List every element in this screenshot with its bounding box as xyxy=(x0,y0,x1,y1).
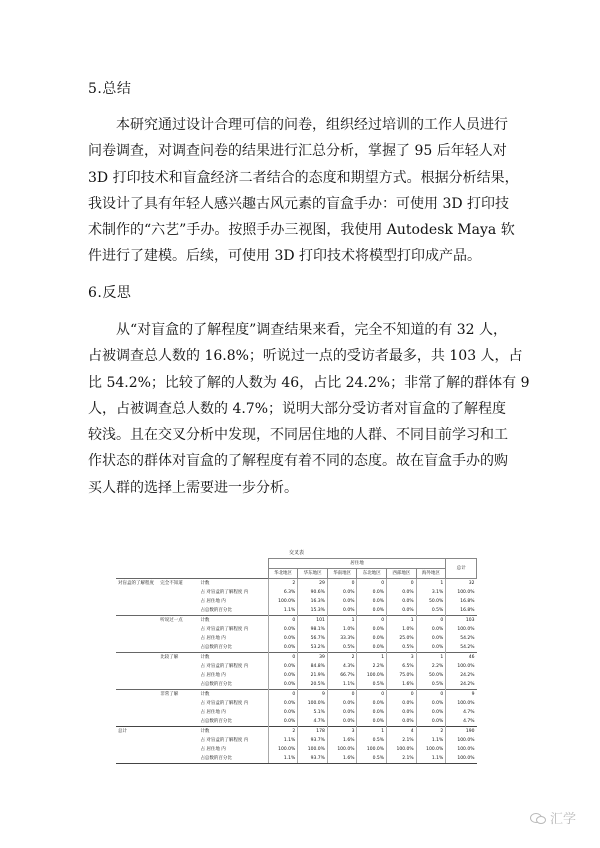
table-cell: 0.0% xyxy=(387,717,417,727)
row-variable-label xyxy=(116,616,158,626)
table-cell: 100.0% xyxy=(387,745,417,754)
table-cell: 53.2% xyxy=(298,643,328,653)
table-cell: 0 xyxy=(357,690,387,700)
table-cell: 0 xyxy=(268,690,298,700)
table-cell: 0.0% xyxy=(268,634,298,643)
table-cell: 4.7% xyxy=(446,717,477,727)
row-group-label xyxy=(158,680,198,690)
table-cell: 1 xyxy=(416,579,446,589)
group-header: 居住地 xyxy=(268,559,446,569)
table-cell: 100.0% xyxy=(446,662,477,671)
table-cell: 25.0% xyxy=(387,634,417,643)
table-cell: 2.2% xyxy=(357,662,387,671)
crosstab xyxy=(116,558,477,764)
row-group-label xyxy=(158,736,198,745)
table-cell: 100.0% xyxy=(446,754,477,764)
table-cell: 16.8% xyxy=(446,606,477,616)
section-5-heading: 5.总结 xyxy=(88,81,132,97)
table-cell: 0.5% xyxy=(357,736,387,745)
table-cell: 50.0% xyxy=(416,597,446,606)
table-cell: 0.0% xyxy=(357,643,387,653)
statistic-label: 占 对盲盒的了解程度 内 xyxy=(200,738,249,743)
table-cell: 100.0% xyxy=(416,745,446,754)
table-cell: 9 xyxy=(446,690,477,700)
table-cell: 0.0% xyxy=(416,708,446,717)
table-cell: 93.7% xyxy=(298,736,328,745)
statistic-label: 计数 xyxy=(198,616,268,626)
section-5-paragraph xyxy=(88,112,528,270)
table-cell: 2.1% xyxy=(387,736,417,745)
table-cell: 1.1% xyxy=(268,606,298,616)
row-variable-label xyxy=(116,708,158,717)
table-cell: 1.1% xyxy=(416,736,446,745)
row-variable-label: 总计 xyxy=(116,727,158,737)
paragraph-line: 人，占被调查总人数的 4.7%；说明大部分受访者对盲盒的了解程度 xyxy=(88,400,507,417)
table-row xyxy=(116,579,477,589)
statistic-label: 占总数的百分比 xyxy=(200,719,232,724)
table-cell: 0.0% xyxy=(327,588,357,597)
table-cell: 1.6% xyxy=(387,680,417,690)
table-cell: 100.0% xyxy=(357,745,387,754)
row-variable-label xyxy=(116,606,158,616)
table-cell: 1 xyxy=(357,727,387,737)
statistic-label: 占 居住地 内 xyxy=(200,636,226,641)
row-variable-label xyxy=(116,717,158,727)
statistic-label: 占 对盲盒的了解程度 内 xyxy=(200,627,249,632)
table-cell: 100.0% xyxy=(298,745,328,754)
table-cell: 21.9% xyxy=(298,671,328,680)
table-cell: 0.0% xyxy=(357,708,387,717)
table-cell: 39 xyxy=(298,653,328,663)
table-cell: 2 xyxy=(268,727,298,737)
table-cell: 4 xyxy=(387,727,417,737)
table-cell: 0 xyxy=(268,616,298,626)
statistic-label: 占 对盲盒的了解程度 内 xyxy=(200,701,249,706)
table-cell: 0.0% xyxy=(268,717,298,727)
row-group-label xyxy=(158,634,198,643)
table-cell: 0.0% xyxy=(387,699,417,708)
table-cell: 100.0% xyxy=(268,597,298,606)
table-cell: 0.0% xyxy=(357,634,387,643)
table-cell: 0.0% xyxy=(268,625,298,634)
row-group-label xyxy=(158,588,198,597)
table-cell: 66.7% xyxy=(327,671,357,680)
table-cell: 1.1% xyxy=(268,754,298,764)
paragraph-line: 3D 打印技术和盲盒经济二者结合的态度和期望方式。根据分析结果， xyxy=(88,169,519,186)
table-cell: 0.0% xyxy=(416,625,446,634)
table-cell: 0.0% xyxy=(327,717,357,727)
row-variable-label xyxy=(116,662,158,671)
row-variable-label xyxy=(116,680,158,690)
table-row xyxy=(116,662,477,671)
row-variable-label xyxy=(116,634,158,643)
row-group-label xyxy=(158,708,198,717)
table-row xyxy=(116,708,477,717)
table-row xyxy=(116,653,477,663)
statistic-label: 计数 xyxy=(198,727,268,737)
table-cell: 24.2% xyxy=(446,671,477,680)
table-cell: 50.0% xyxy=(416,671,446,680)
table-cell: 0.5% xyxy=(387,643,417,653)
row-variable-label xyxy=(116,699,158,708)
table-cell: 2 xyxy=(268,579,298,589)
table-row xyxy=(116,699,477,708)
column-header: 华南地区 xyxy=(327,569,357,579)
table-row xyxy=(116,754,477,764)
row-variable-label xyxy=(116,625,158,634)
row-group-label xyxy=(158,717,198,727)
table-cell: 16.3% xyxy=(298,597,328,606)
table-cell: 84.8% xyxy=(298,662,328,671)
row-group-label xyxy=(158,643,198,653)
table-cell: 6.3% xyxy=(268,588,298,597)
table-cell: 1.0% xyxy=(387,625,417,634)
table-cell: 1 xyxy=(416,653,446,663)
table-cell: 0.0% xyxy=(416,643,446,653)
watermark xyxy=(530,808,576,827)
table-cell: 0 xyxy=(357,616,387,626)
table-cell: 9 xyxy=(298,690,328,700)
statistic-label: 占总数的百分比 xyxy=(200,645,232,650)
row-group-label xyxy=(158,625,198,634)
column-header: 西部地区 xyxy=(387,569,417,579)
table-row xyxy=(116,588,477,597)
table-cell: 0.5% xyxy=(357,680,387,690)
row-variable-label xyxy=(116,653,158,663)
statistic-label: 占 对盲盒的了解程度 内 xyxy=(200,590,249,595)
table-cell: 32 xyxy=(446,579,477,589)
table-cell: 100.0% xyxy=(357,671,387,680)
table-cell: 4.7% xyxy=(446,708,477,717)
row-group-label: 听说过一点 xyxy=(158,616,198,626)
row-group-label xyxy=(158,727,198,737)
statistic-label: 占 居住地 内 xyxy=(200,673,226,678)
table-cell: 0.0% xyxy=(268,699,298,708)
table-cell: 100.0% xyxy=(446,699,477,708)
table-cell: 4.3% xyxy=(327,662,357,671)
table-cell: 0.0% xyxy=(357,606,387,616)
table-cell: 103 xyxy=(446,616,477,626)
table-cell: 20.5% xyxy=(298,680,328,690)
statistic-label: 占总数的百分比 xyxy=(200,682,232,687)
table-cell: 0.5% xyxy=(357,754,387,764)
column-header: 东北地区 xyxy=(357,569,387,579)
table-cell: 0.0% xyxy=(357,588,387,597)
table-cell: 100.0% xyxy=(298,699,328,708)
table-cell: 2.1% xyxy=(387,754,417,764)
table-row xyxy=(116,680,477,690)
statistic-label: 占 对盲盒的了解程度 内 xyxy=(200,664,249,669)
table-cell: 0.0% xyxy=(327,699,357,708)
row-variable-label xyxy=(116,643,158,653)
row-group-label xyxy=(158,699,198,708)
row-group-label: 非常了解 xyxy=(158,690,198,700)
paragraph-line: 件进行了建模。后续，可使用 3D 打印技术将模型打印成产品。 xyxy=(88,248,482,265)
statistic-label: 占总数的百分比 xyxy=(200,608,232,613)
crosstab-table xyxy=(116,548,477,764)
table-cell: 0.0% xyxy=(357,625,387,634)
row-group-label xyxy=(158,597,198,606)
table-cell: 98.1% xyxy=(298,625,328,634)
table-row xyxy=(116,727,477,737)
paragraph-line: 从“对盲盒的了解程度”调查结果来看，完全不知道的有 32 人， xyxy=(116,322,508,338)
column-header: 海外地区 xyxy=(416,569,446,579)
table-cell: 100.0% xyxy=(268,745,298,754)
row-group-label xyxy=(158,671,198,680)
table-cell: 101 xyxy=(298,616,328,626)
table-cell: 1.0% xyxy=(327,625,357,634)
row-group-label xyxy=(158,662,198,671)
statistic-label: 占 居住地 内 xyxy=(200,747,226,752)
table-cell: 2.2% xyxy=(416,662,446,671)
column-header: 华东地区 xyxy=(298,569,328,579)
table-cell: 1 xyxy=(387,616,417,626)
table-cell: 0.0% xyxy=(268,671,298,680)
statistic-label: 占 居住地 内 xyxy=(200,599,226,604)
table-cell: 16.8% xyxy=(446,597,477,606)
wechat-icon xyxy=(530,812,546,824)
paragraph-line: 占被调查总人数的 16.8%；听说过一点的受访者最多，共 103 人，占 xyxy=(88,348,523,365)
table-cell: 100.0% xyxy=(446,745,477,754)
table-cell: 54.2% xyxy=(446,643,477,653)
column-header: 总计 xyxy=(446,559,477,579)
row-group-label: 比较了解 xyxy=(158,653,198,663)
row-variable-label xyxy=(116,690,158,700)
table-cell: 0.0% xyxy=(357,597,387,606)
table-cell: 90.6% xyxy=(298,588,328,597)
table-cell: 0.5% xyxy=(416,606,446,616)
table-cell: 0.0% xyxy=(387,588,417,597)
table-cell: 0 xyxy=(327,690,357,700)
table-cell: 5.1% xyxy=(298,708,328,717)
table-cell: 0.0% xyxy=(357,699,387,708)
paragraph-line: 本研究通过设计合理可信的问卷，组织经过培训的工作人员进行 xyxy=(116,117,508,133)
table-row xyxy=(116,736,477,745)
table-cell: 0.0% xyxy=(357,717,387,727)
table-cell: 100.0% xyxy=(446,736,477,745)
table-cell: 1 xyxy=(357,653,387,663)
statistic-label: 计数 xyxy=(198,653,268,663)
row-group-label xyxy=(158,606,198,616)
table-cell: 6.5% xyxy=(387,662,417,671)
table-cell: 29 xyxy=(298,579,328,589)
table-cell: 2 xyxy=(327,653,357,663)
table-cell: 0.5% xyxy=(416,680,446,690)
table-cell: 0 xyxy=(416,690,446,700)
row-variable-label xyxy=(116,588,158,597)
table-row xyxy=(116,634,477,643)
table-cell: 24.2% xyxy=(446,680,477,690)
table-cell: 100.0% xyxy=(327,745,357,754)
statistic-label: 计数 xyxy=(198,690,268,700)
table-cell: 0.0% xyxy=(327,606,357,616)
table-cell: 0 xyxy=(357,579,387,589)
table-cell: 3 xyxy=(327,727,357,737)
paragraph-line: 买人群的选择上需要进一步分析。 xyxy=(88,479,298,496)
table-cell: 178 xyxy=(298,727,328,737)
row-variable-label xyxy=(116,597,158,606)
table-row xyxy=(116,625,477,634)
table-cell: 4.7% xyxy=(298,717,328,727)
table-cell: 0.0% xyxy=(416,717,446,727)
row-variable-label xyxy=(116,736,158,745)
table-cell: 1.6% xyxy=(327,736,357,745)
table-cell: 15.3% xyxy=(298,606,328,616)
table-cell: 0.0% xyxy=(268,708,298,717)
table-cell: 56.7% xyxy=(298,634,328,643)
paragraph-line: 问卷调查，对调查问卷的结果进行汇总分析，掌握了 95 后年轻人对 xyxy=(88,143,507,160)
paragraph-line: 作状态的群体对盲盒的了解程度有着不同的态度。故在盲盒手办的购 xyxy=(88,453,508,470)
table-row xyxy=(116,643,477,653)
table-cell: 0.0% xyxy=(416,699,446,708)
paragraph-line: 术制作的“六艺”手办。按照手办三视图，我使用 Autodesk Maya 软 xyxy=(88,222,515,239)
statistic-label: 占 居住地 内 xyxy=(200,710,226,715)
row-group-label: 完全不知道 xyxy=(158,579,198,589)
watermark-text: 汇学 xyxy=(550,812,577,827)
table-title: 交叉表 xyxy=(288,550,304,556)
table-cell: 3 xyxy=(387,653,417,663)
table-row xyxy=(116,690,477,700)
paragraph-line: 比 54.2%；比较了解的人数为 46，占比 24.2%；非常了解的群体有 9 xyxy=(88,374,530,391)
table-row xyxy=(116,671,477,680)
table-cell: 0 xyxy=(416,616,446,626)
table-cell: 2 xyxy=(416,727,446,737)
table-row xyxy=(116,717,477,727)
table-cell: 0.0% xyxy=(268,662,298,671)
table-cell: 1 xyxy=(327,616,357,626)
paragraph-line: 我设计了具有年轻人感兴趣古风元素的盲盒手办：可使用 3D 打印技 xyxy=(88,195,510,212)
table-cell: 1.1% xyxy=(268,736,298,745)
row-variable-label: 对盲盒的了解程度 xyxy=(116,579,158,589)
section-6-paragraph xyxy=(88,317,528,501)
table-cell: 1.1% xyxy=(327,680,357,690)
table-cell: 0.0% xyxy=(387,606,417,616)
table-row xyxy=(116,616,477,626)
table-cell: 1.6% xyxy=(327,754,357,764)
table-cell: 3.1% xyxy=(416,588,446,597)
table-cell: 1.1% xyxy=(416,754,446,764)
row-variable-label xyxy=(116,671,158,680)
table-cell: 0.0% xyxy=(327,708,357,717)
table-cell: 0 xyxy=(387,690,417,700)
row-group-label xyxy=(158,754,198,764)
row-variable-label xyxy=(116,754,158,764)
table-cell: 100.0% xyxy=(446,588,477,597)
table-cell: 54.2% xyxy=(446,634,477,643)
table-row xyxy=(116,745,477,754)
table-cell: 0.0% xyxy=(327,597,357,606)
table-row xyxy=(116,597,477,606)
table-cell: 0.0% xyxy=(416,634,446,643)
section-6-heading: 6.反思 xyxy=(88,285,132,301)
table-cell: 0 xyxy=(268,653,298,663)
table-cell: 75.0% xyxy=(387,671,417,680)
table-cell: 0.0% xyxy=(268,680,298,690)
table-cell: 0.0% xyxy=(387,708,417,717)
statistic-label: 计数 xyxy=(198,579,268,589)
table-cell: 0.5% xyxy=(327,643,357,653)
table-cell: 0.0% xyxy=(387,597,417,606)
paragraph-line: 较浅。且在交叉分析中发现，不同居住地的人群、不同目前学习和工 xyxy=(88,427,508,444)
table-cell: 93.7% xyxy=(298,754,328,764)
table-cell: 0.0% xyxy=(268,643,298,653)
table-cell: 33.3% xyxy=(327,634,357,643)
table-cell: 0 xyxy=(387,579,417,589)
row-variable-label xyxy=(116,745,158,754)
statistic-label: 占总数的百分比 xyxy=(198,754,268,764)
column-header: 华北地区 xyxy=(268,569,298,579)
table-cell: 100.0% xyxy=(446,625,477,634)
row-group-label xyxy=(158,745,198,754)
table-cell: 0 xyxy=(327,579,357,589)
table-row xyxy=(116,606,477,616)
table-cell: 190 xyxy=(446,727,477,737)
table-cell: 46 xyxy=(446,653,477,663)
